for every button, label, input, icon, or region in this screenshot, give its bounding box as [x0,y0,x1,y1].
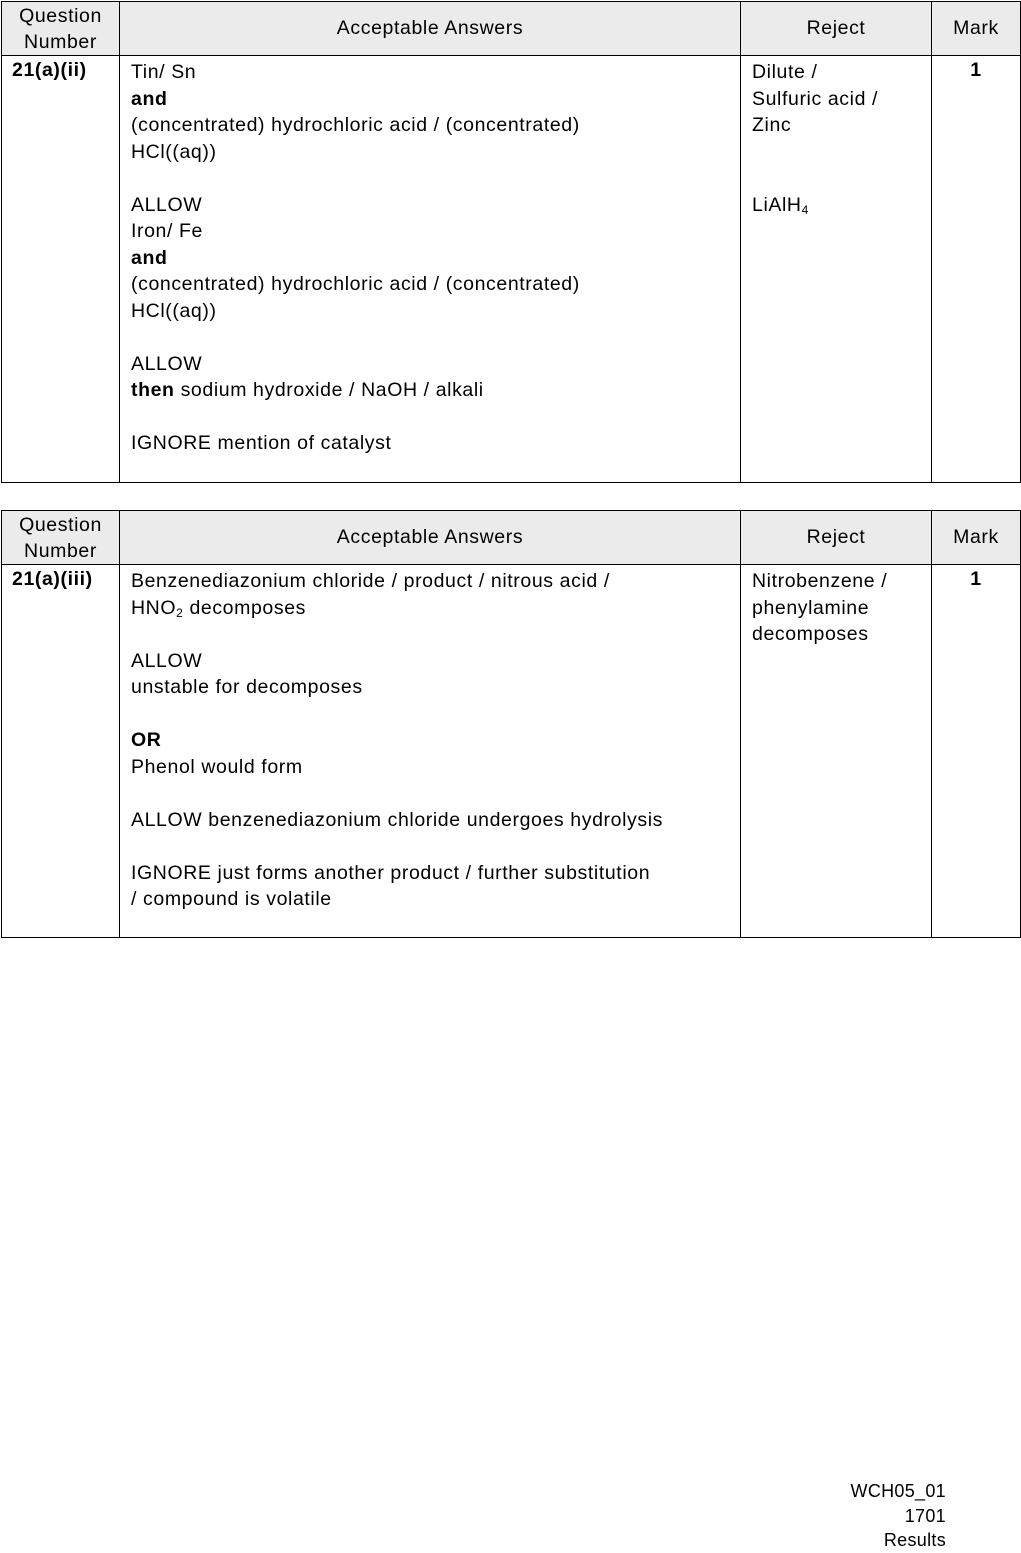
answer-line: (concentrated) hydrochloric acid / (concentrated) [131,273,580,295]
acceptable-answers-cell [120,56,741,483]
answer-line: ALLOW [131,352,203,375]
header-question-line2: Number [24,539,97,562]
header-question-line1: Question [19,513,102,536]
reject-cell [741,565,932,938]
footer-code: WCH05_01 [850,1481,946,1501]
answer-line: OR [131,729,162,751]
answer-line: and [131,246,168,269]
table-row [2,565,1021,938]
reject-line: phenylamine [752,596,870,619]
footer-label: Results [883,1530,946,1550]
answer-line: (concentrated) hydrochloric acid / (concentrated) [131,114,580,136]
answer-line: ALLOW benzenediazonium chloride undergoes hydrolysis [131,808,663,831]
mark-scheme-table-21a-iii [1,510,1021,938]
reject-line: Nitrobenzene / [752,570,888,592]
answer-line: ALLOW [131,649,203,672]
header-question-line1: Question [19,4,102,27]
answer-line: Phenol would form [131,755,303,778]
header-question-number [2,2,120,56]
answer-line: IGNORE mention of catalyst [131,432,392,454]
table-row [2,56,1021,483]
header-reject: Reject [741,511,932,565]
header-reject: Reject [741,2,932,56]
mark-cell: 1 [932,56,1021,483]
answer-line: $HNO_2$ decomposes [131,596,307,620]
header-row [2,2,1021,56]
acceptable-answers-cell [120,565,741,938]
reject-cell [741,56,932,483]
header-acceptable-answers: Acceptable Answers [120,511,741,565]
answer-line: ALLOW [131,193,203,216]
page-footer [851,1479,946,1553]
header-question-line2: Number [24,30,97,53]
mark-cell: 1 [932,565,1021,938]
answer-line: IGNORE just forms another product / further substitution [131,861,651,884]
footer-session: 1701 [904,1505,946,1526]
question-number: 21(a)(iii) [2,565,120,938]
header-row [2,511,1021,565]
answer-line: Iron/ Fe [131,220,203,242]
reject-line: decomposes [752,623,869,645]
question-number: 21(a)(ii) [2,56,120,483]
answer-line: Tin/ Sn [131,61,197,83]
header-mark: Mark [932,2,1021,56]
header-question-number [2,511,120,565]
answer-line: Benzenediazonium chloride / product / nitrous acid / [131,570,610,592]
header-mark: Mark [932,511,1021,565]
header-acceptable-answers: Acceptable Answers [120,2,741,56]
answer-line: unstable for decomposes [131,676,363,698]
reject-line: Sulfuric acid / [752,87,879,110]
reject-line: LiAlH$_4$ [752,193,809,217]
answer-line: and [131,87,168,110]
reject-line: Zinc [752,114,792,136]
answer-line: then sodium hydroxide / NaOH / alkali [131,379,484,401]
mark-scheme-table-21a-ii [1,1,1021,483]
answer-line: HCl((aq)) [131,299,217,322]
answer-line: HCl((aq)) [131,140,217,163]
reject-line: Dilute / [752,61,818,83]
answer-line: / compound is volatile [131,888,332,910]
